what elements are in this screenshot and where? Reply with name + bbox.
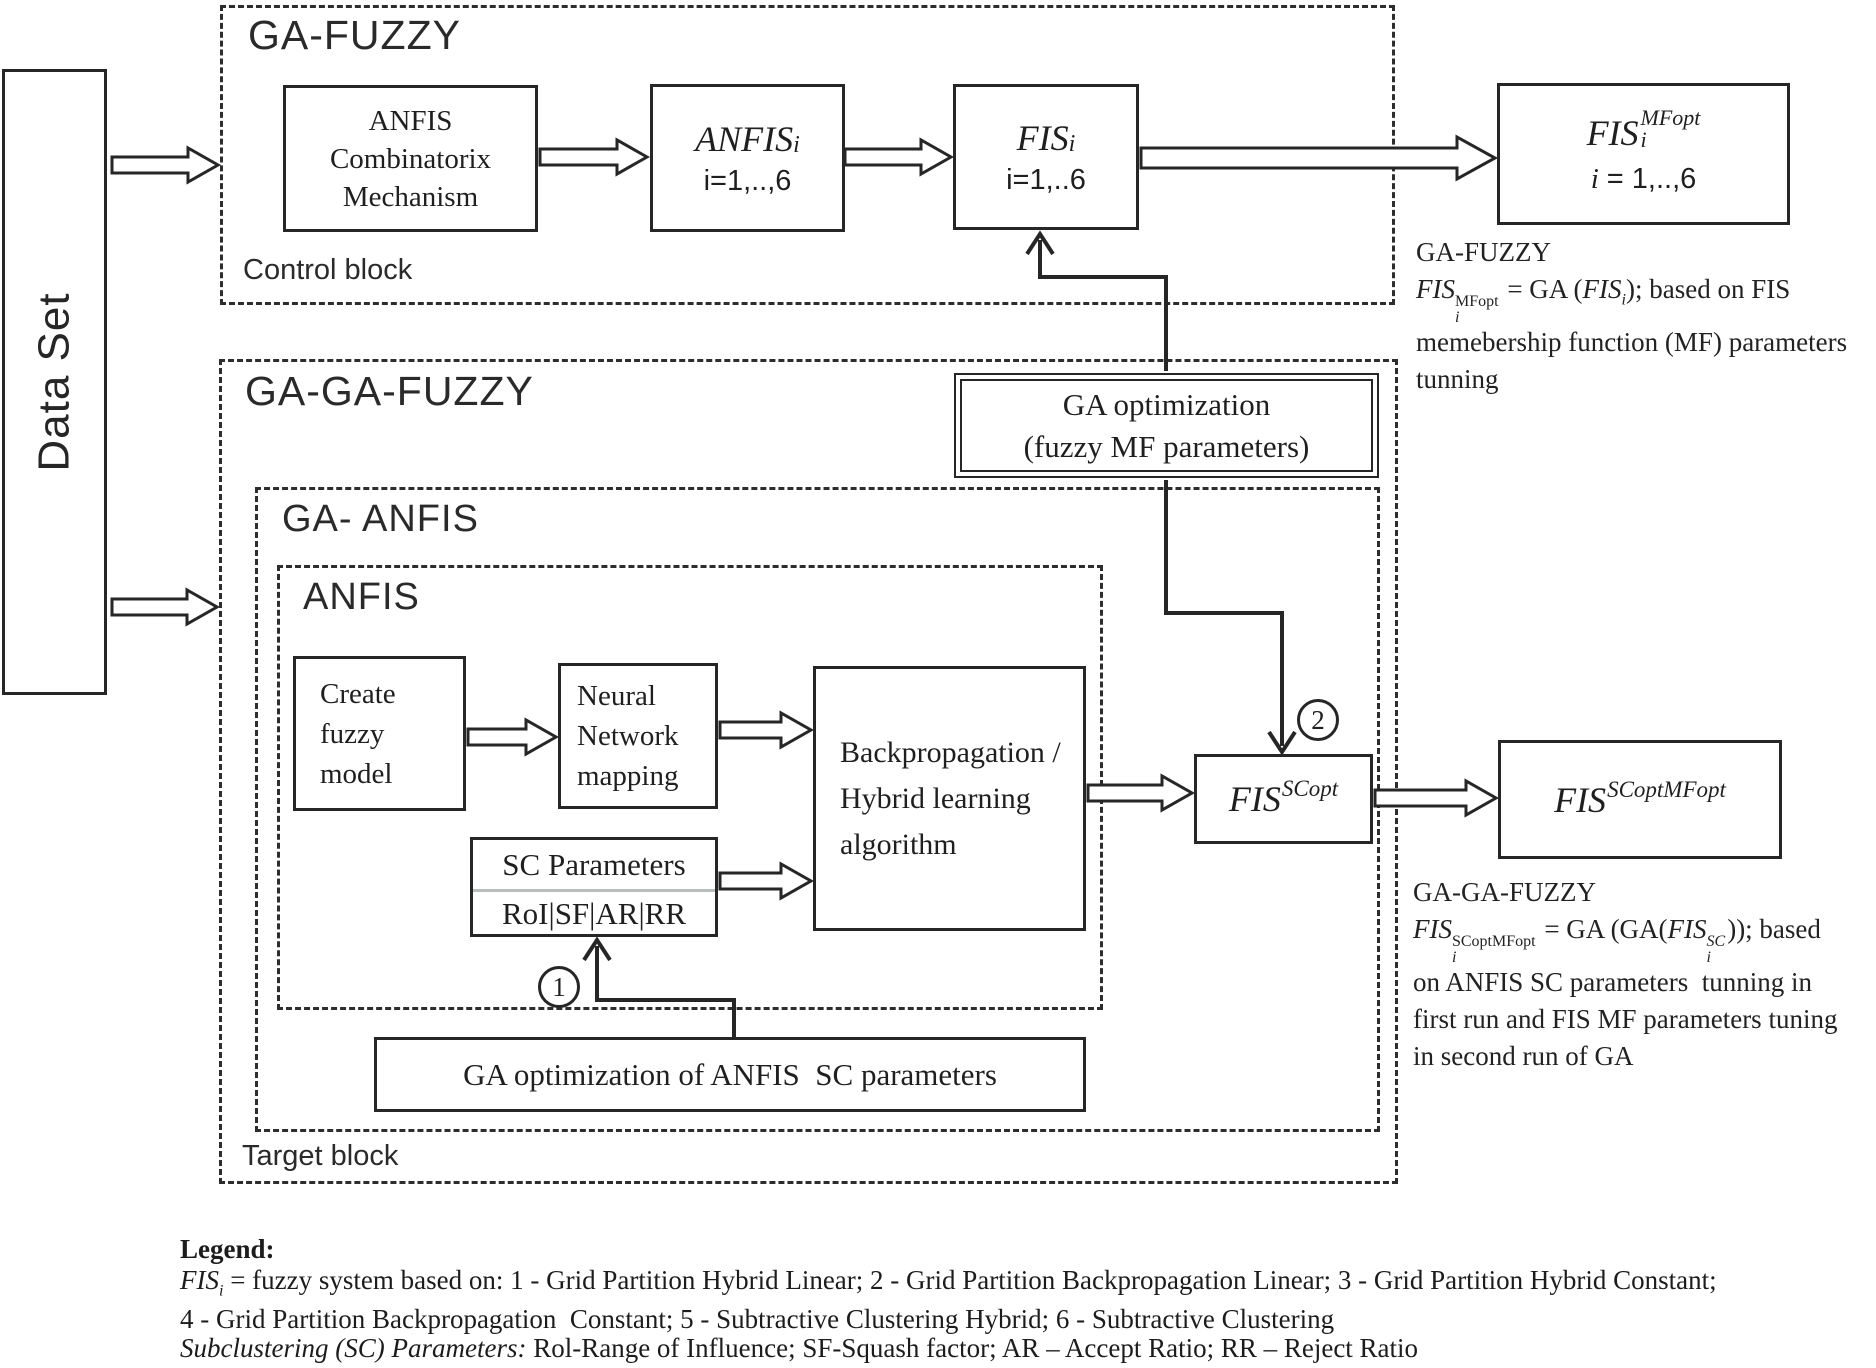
ga-optimization-mf-box [954,373,1379,478]
fis-mfopt-base: FIS [1586,112,1639,153]
backprop-line3: algorithm [840,827,957,861]
data-set-label: Data Set [29,292,79,472]
ga-fuzzy-note-line4: tunning [1416,364,1499,394]
fis-i-range: i=1,..6 [1006,163,1086,196]
fis-scoptmfopt-base: FIS [1554,779,1607,820]
dataset-to-gafuzzy-arrow [112,148,218,182]
step-2-marker [1297,699,1339,741]
sc-parameters-title: SC Parameters [502,846,686,882]
neural-line2: Network [577,720,679,752]
ga-fuzzy-note-title: GA-FUZZY [1416,237,1551,267]
fis-mfopt-sup: MFopt [1640,104,1701,130]
fis-i-sub: i [1068,130,1076,157]
step-2-number: 2 [1311,704,1325,735]
ga-opt-sc-label: GA optimization of ANFIS SC parameters [463,1056,997,1092]
ga-ga-fuzzy-note [1413,874,1875,1075]
fis-scopt-box [1194,754,1373,844]
anfis-mech-line1: ANFIS [368,104,453,137]
ga-fuzzy-title: GA-FUZZY [248,12,461,58]
fis-scopt-base: FIS [1228,779,1281,819]
target-block-label: Target block [242,1140,399,1172]
step-1-number: 1 [552,971,566,1002]
fis-i-base: FIS [1016,117,1069,158]
fis-scopt-sup: SCopt [1281,776,1339,801]
legend-title: Legend: [180,1234,275,1264]
ga-ga-fuzzy-note-line4: first run and FIS MF parameters tuning [1413,1004,1838,1034]
fis-mfopt-sub: i [1640,126,1647,152]
ga-ga-fuzzy-note-line3: on ANFIS SC parameters tunning in [1413,967,1812,997]
fis-scoptmfopt-sup: SCoptMFopt [1607,776,1726,802]
anfis-i-sub: i [793,131,800,158]
neural-line3: mapping [577,760,679,792]
neural-line1: Neural [577,680,656,712]
ga-fuzzy-note [1416,234,1871,398]
fis-mfopt-range-rest: = 1,..,6 [1598,162,1697,195]
ga-ga-fuzzy-note-line5: in second run of GA [1413,1041,1634,1071]
ga-fuzzy-note-formula: FIS MFopt i = GA $(FIS_i)$; based on FIS [1416,274,1791,326]
anfis-mech-line2: Combinatorix [329,142,492,175]
anfis-i-box [650,84,845,232]
ga-optimization-sc-box [374,1037,1086,1112]
ga-ga-fuzzy-note-title: GA-GA-FUZZY [1413,877,1596,907]
create-fuzzy-model-box [293,656,466,811]
anfis-i-range: i=1,..,6 [703,164,792,197]
control-block-label: Control block [243,254,413,286]
sc-parameters-box [470,837,718,937]
anfis-i-base: ANFIS [695,118,794,159]
fis-i-box [953,84,1139,230]
fis-mfopt-range-i: i [1590,162,1599,195]
backpropagation-box [813,666,1086,931]
create-line2: fuzzy [320,717,385,750]
fis-mfopt-box [1497,83,1790,225]
ga-opt-mf-line2: (fuzzy MF parameters) [1023,428,1310,464]
create-line3: model [320,757,393,790]
backprop-line1: Backpropagation / [840,735,1061,769]
sc-parameters-values: RoI|SF|AR|RR [501,896,687,931]
data-set-box [2,69,107,695]
legend-line1: $FIS_i$ = fuzzy system based on: 1 - Grid Partition Hybrid Linear; 2 - Grid Partition Backpropagation Linear; 3 - Grid Partition Hybrid Constant; [180,1265,1717,1300]
fis-scoptmfopt-box [1498,740,1782,859]
ga-ga-fuzzy-title: GA-GA-FUZZY [245,368,534,414]
ga-opt-mf-line1: GA optimization [1062,386,1271,422]
neural-network-box [558,663,718,809]
dataset-to-gagafuzzy-arrow [112,590,217,624]
legend-line3: Subclustering (SC) Parameters: Rol-Range of Influence; SF-Squash factor; AR – Accept Ratio; RR – Reject Ratio [180,1333,1419,1364]
backprop-line2: Hybrid learning [840,781,1031,815]
ga-anfis-title: GA- ANFIS [282,498,479,540]
step-1-marker [538,966,580,1008]
ga-ga-fuzzy-note-formula: FIS SCoptMFopt i = GA (GA(FIS SC i )); based [1413,914,1821,966]
ga-fuzzy-note-line3: memebership function (MF) parameters [1416,327,1848,357]
anfis-title: ANFIS [303,576,420,618]
legend-line2: 4 - Grid Partition Backpropagation Constant; 5 - Subtractive Clustering Hybrid; 6 - Subtractive Clustering [180,1304,1335,1335]
legend [180,1232,1870,1363]
anfis-mech-line3: Mechanism [342,180,479,213]
anfis-combinatorix-box [283,85,538,232]
create-line1: Create [320,677,396,710]
